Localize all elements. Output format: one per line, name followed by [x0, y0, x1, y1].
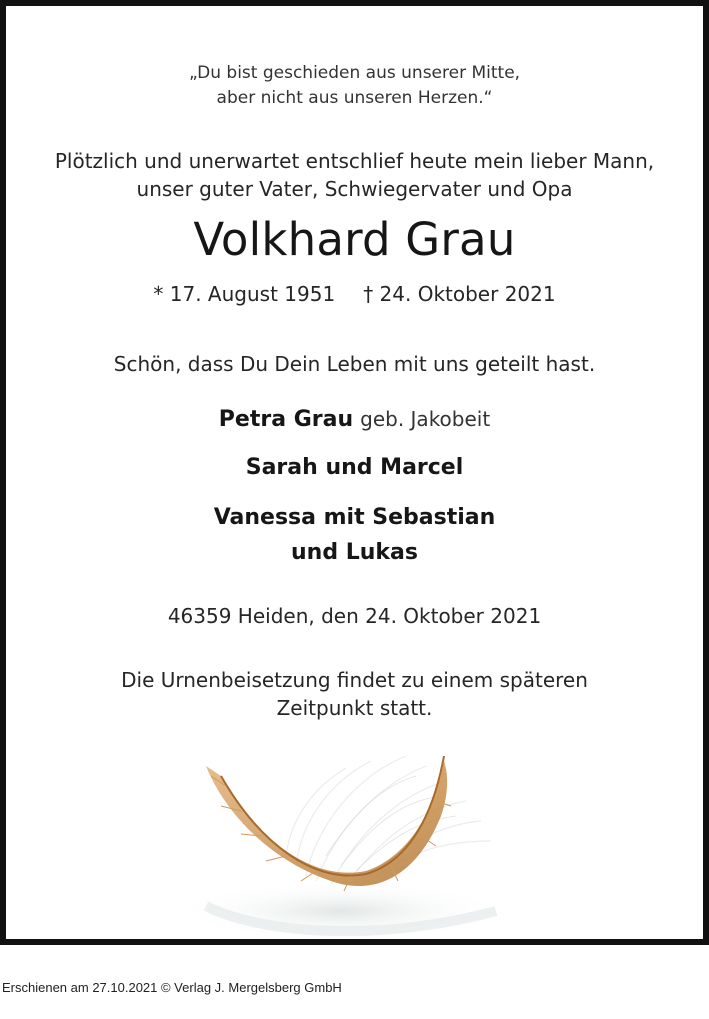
intro-line: Plötzlich und unerwartet entschlief heute mein lieber Mann, [54, 149, 655, 173]
children-2 [6, 500, 703, 570]
motto: Schön, dass Du Dein Leben mit uns geteilt hast. [113, 352, 596, 376]
feather-image [166, 706, 546, 945]
deceased-name: Volkhard Grau [193, 213, 516, 266]
life-dates [6, 281, 703, 307]
publication-footer: Erschienen am 27.10.2021 © Verlag J. Mergelsberg GmbH [2, 980, 342, 995]
note-line: Die Urnenbeisetzung findet zu einem späteren [121, 668, 588, 692]
spouse-maiden-name: geb. Jakobeit [360, 407, 491, 431]
spouse [6, 404, 703, 435]
note-line: Zeitpunkt statt. [276, 696, 433, 720]
birth-date: * 17. August 1951 [153, 282, 336, 306]
quote-line: aber nicht aus unseren Herzen.“ [216, 88, 493, 108]
death-date: † 24. Oktober 2021 [363, 282, 556, 306]
place-date: 46359 Heiden, den 24. Oktober 2021 [167, 604, 542, 628]
intro-text [6, 147, 703, 203]
quote-line: „Du bist geschieden aus unserer Mitte, [188, 63, 521, 83]
intro-line: unser guter Vater, Schwiegervater und Opa [136, 177, 573, 201]
spouse-name: Petra Grau [218, 407, 354, 432]
quote [6, 61, 703, 111]
children-1: Sarah und Marcel [245, 455, 464, 480]
children-2-line: und Lukas [291, 540, 418, 565]
children-2-line: Vanessa mit Sebastian [213, 505, 496, 530]
